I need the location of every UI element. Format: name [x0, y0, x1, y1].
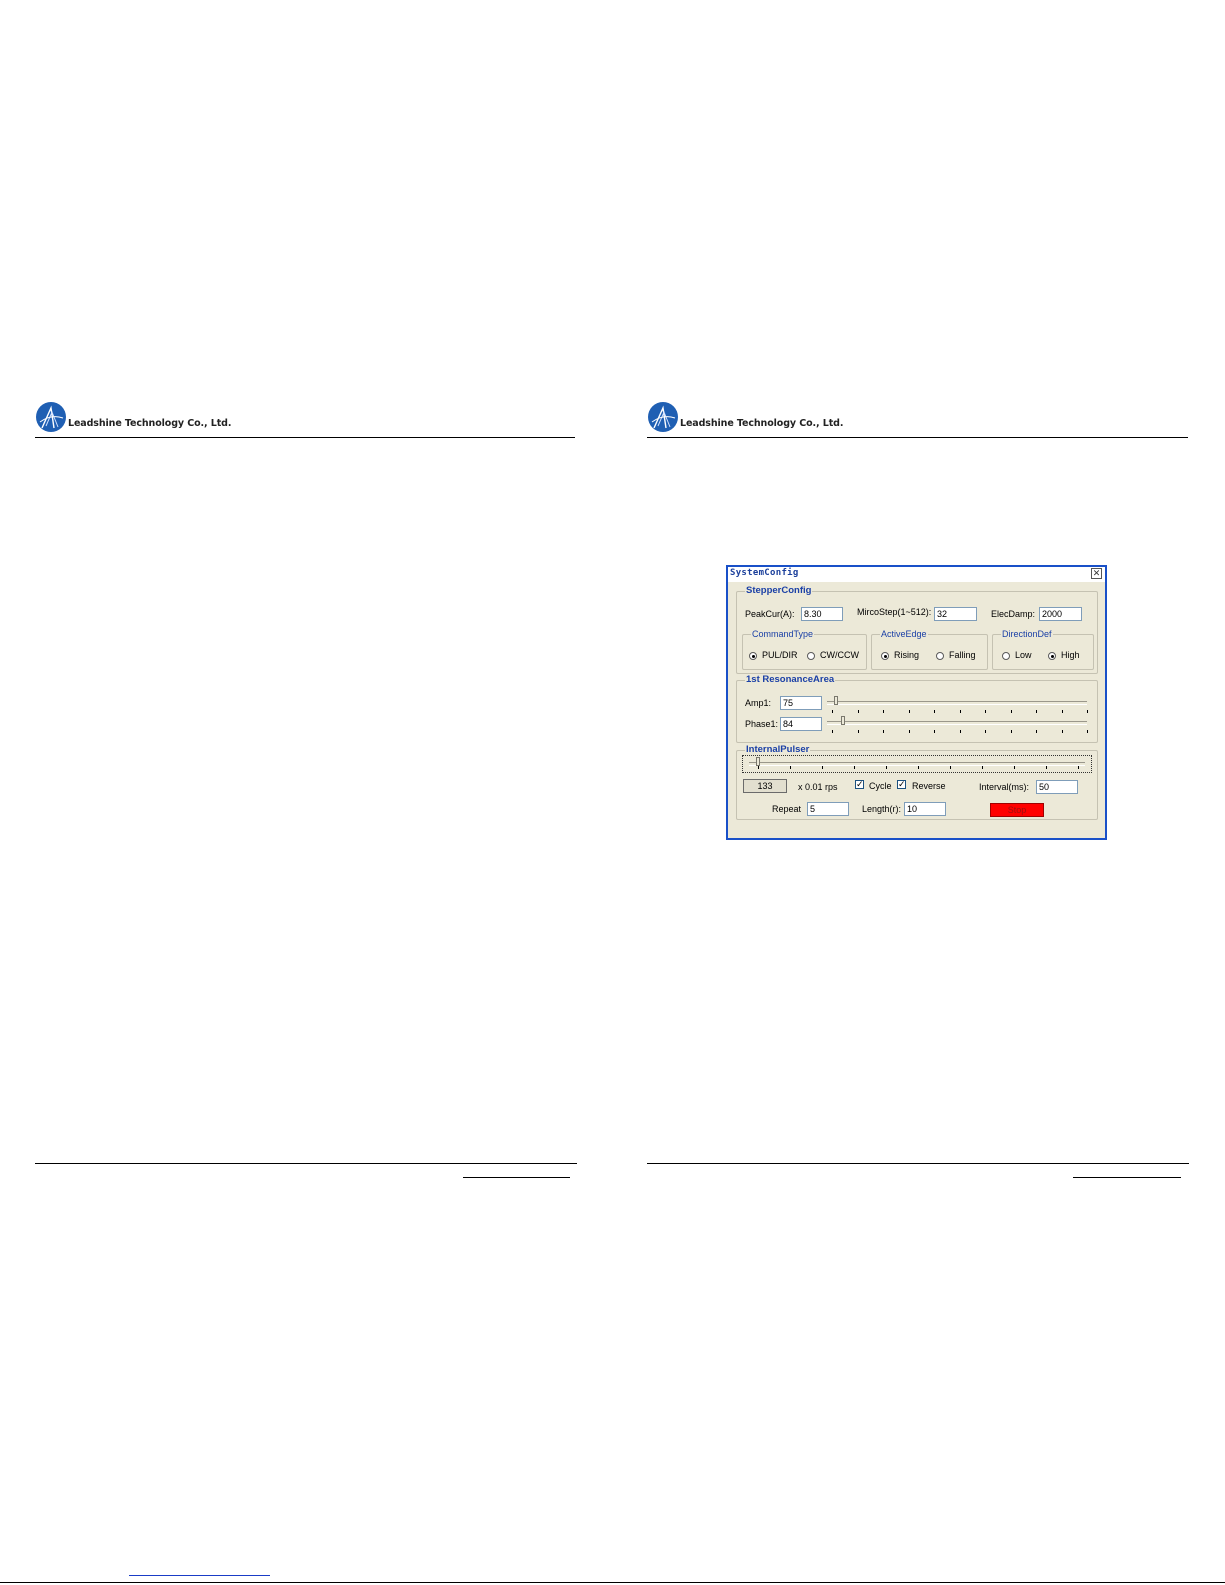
slider-tick	[854, 766, 855, 769]
interval-field[interactable]: 50	[1036, 780, 1078, 794]
left-footer-underline	[463, 1177, 570, 1178]
radio-high[interactable]	[1048, 652, 1056, 660]
slider-tick	[883, 730, 884, 733]
resonance-area-label: 1st ResonanceArea	[746, 674, 835, 685]
length-label: Length(r):	[862, 804, 902, 814]
length-field[interactable]: 10	[904, 802, 946, 816]
resonance-area-group	[736, 674, 1098, 743]
slider-tick	[883, 710, 884, 713]
slider-tick	[909, 730, 910, 733]
amp1-slider-thumb[interactable]	[834, 696, 838, 705]
amp1-field[interactable]: 75	[780, 696, 822, 710]
slider-tick	[1046, 766, 1047, 769]
right-page-logo	[648, 402, 843, 432]
leadshine-logo-icon	[648, 402, 678, 432]
repeat-field[interactable]: 5	[807, 802, 849, 816]
slider-tick	[1062, 730, 1063, 733]
cycle-label: Cycle	[869, 781, 892, 791]
close-icon[interactable]: ✕	[1092, 568, 1101, 578]
slider-tick	[822, 766, 823, 769]
leadshine-logo-icon	[36, 402, 66, 432]
slider-tick	[985, 730, 986, 733]
radio-high-label: High	[1061, 650, 1080, 660]
speed-slider[interactable]	[742, 755, 1092, 773]
micro-step-label: MircoStep(1~512):	[857, 607, 932, 617]
direction-def-label: DirectionDef	[1002, 629, 1052, 639]
slider-tick	[918, 766, 919, 769]
radio-rising-label: Rising	[894, 650, 920, 660]
slider-tick	[934, 730, 935, 733]
system-config-dialog	[726, 565, 1107, 840]
speed-readout: 133	[743, 779, 787, 793]
elec-damp-label: ElecDamp:	[991, 609, 1036, 619]
slider-tick	[1014, 766, 1015, 769]
slider-tick	[950, 766, 951, 769]
right-company-name: Leadshine Technology Co., Ltd.	[680, 417, 844, 429]
slider-tick	[960, 710, 961, 713]
slider-tick	[1062, 710, 1063, 713]
amp1-label: Amp1:	[745, 698, 772, 708]
right-footer-rule	[647, 1163, 1189, 1164]
radio-pul-dir-label: PUL/DIR	[762, 650, 798, 660]
slider-tick	[985, 710, 986, 713]
slider-tick	[982, 766, 983, 769]
slider-tick	[1011, 710, 1012, 713]
radio-cw-ccw-label: CW/CCW	[820, 650, 859, 660]
radio-rising[interactable]	[881, 652, 889, 660]
slider-tick	[1011, 730, 1012, 733]
slider-tick	[758, 766, 759, 769]
slider-tick	[858, 710, 859, 713]
speed-slider-track[interactable]	[749, 762, 1085, 766]
phase1-slider-track[interactable]	[827, 721, 1087, 725]
phase1-field[interactable]: 84	[780, 717, 822, 731]
right-footer-underline	[1073, 1177, 1181, 1178]
right-header-rule	[647, 437, 1188, 438]
command-type-group	[742, 629, 867, 670]
peak-cur-field[interactable]: 8.30	[801, 607, 843, 621]
speed-slider-thumb[interactable]	[756, 757, 760, 766]
slider-tick	[886, 766, 887, 769]
slider-tick	[1036, 730, 1037, 733]
stepper-config-label: StepperConfig	[746, 585, 812, 596]
bottom-page-rule	[0, 1582, 1225, 1583]
elec-damp-field[interactable]: 2000	[1039, 607, 1082, 621]
slider-tick	[1078, 766, 1079, 769]
slider-tick	[790, 766, 791, 769]
radio-falling[interactable]	[936, 652, 944, 660]
radio-low-label: Low	[1015, 650, 1032, 660]
direction-def-group	[992, 629, 1094, 670]
left-footer-rule	[35, 1163, 577, 1164]
dialog-titlebar[interactable]	[728, 567, 1105, 582]
left-page-logo	[36, 402, 231, 432]
left-header-rule	[35, 437, 575, 438]
reverse-checkbox[interactable]: ✓	[898, 779, 906, 789]
slider-tick	[832, 730, 833, 733]
bottom-link-underline	[129, 1575, 270, 1576]
phase1-label: Phase1:	[745, 719, 779, 729]
slider-tick	[1087, 730, 1088, 733]
slider-tick	[1087, 710, 1088, 713]
internal-pulser-label: InternalPulser	[746, 744, 810, 755]
active-edge-group	[871, 629, 988, 670]
slider-tick	[960, 730, 961, 733]
left-company-name: Leadshine Technology Co., Ltd.	[68, 417, 232, 429]
radio-pul-dir[interactable]	[749, 652, 757, 660]
repeat-label: Repeat	[772, 804, 802, 814]
slider-tick	[909, 710, 910, 713]
slider-tick	[934, 710, 935, 713]
amp1-slider-track[interactable]	[827, 701, 1087, 705]
slider-tick	[858, 730, 859, 733]
phase1-slider-thumb[interactable]	[841, 716, 845, 725]
command-type-label: CommandType	[752, 629, 814, 639]
cycle-checkbox[interactable]: ✓	[856, 779, 864, 789]
radio-low[interactable]	[1002, 652, 1010, 660]
stepper-config-group	[736, 585, 1098, 674]
radio-falling-label: Falling	[949, 650, 976, 660]
radio-cw-ccw[interactable]	[807, 652, 815, 660]
micro-step-field[interactable]: 32	[934, 607, 977, 621]
active-edge-label: ActiveEdge	[881, 629, 927, 639]
slider-tick	[832, 710, 833, 713]
dialog-title: SystemConfig	[730, 568, 799, 578]
interval-label: Interval(ms):	[979, 782, 1030, 792]
slider-tick	[1036, 710, 1037, 713]
stop-button[interactable]: Stop	[990, 803, 1044, 817]
speed-unit-label: x 0.01 rps	[798, 782, 838, 792]
peak-cur-label: PeakCur(A):	[745, 609, 795, 619]
reverse-label: Reverse	[912, 781, 946, 791]
